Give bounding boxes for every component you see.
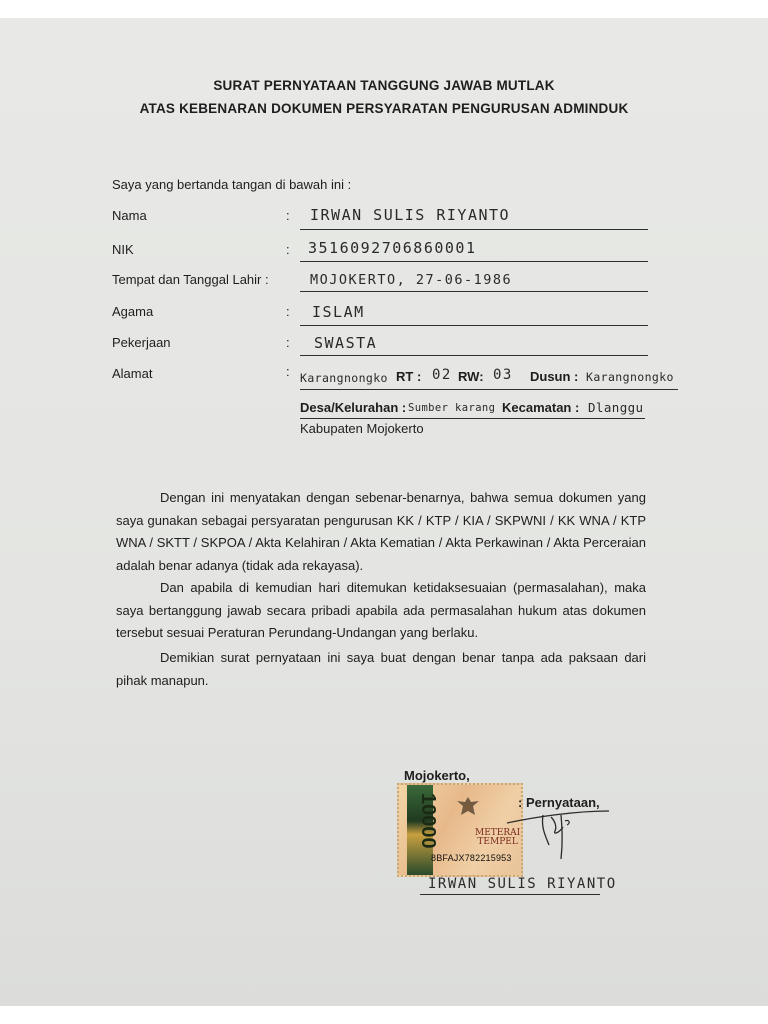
value-dusun: Karangnongko: [586, 370, 674, 384]
stamp-serial: 8BFAJX782215953: [431, 853, 512, 863]
underline-signature-name: [420, 894, 600, 895]
value-desa: Sumber karang: [408, 402, 496, 414]
document-title-line-1: SURAT PERNYATAAN TANGGUNG JAWAB MUTLAK: [213, 78, 555, 93]
underline-pekerjaan: [300, 355, 648, 356]
value-kecamatan: Dlanggu: [588, 400, 644, 415]
colon-nik: :: [286, 242, 290, 257]
colon-nama: :: [286, 208, 290, 223]
label-agama: Agama: [112, 304, 154, 319]
value-nik: 3516092706860001: [308, 239, 477, 257]
signature-place: Mojokerto,: [404, 768, 470, 783]
underline-desa: [300, 418, 645, 419]
label-rt: RT :: [396, 369, 422, 384]
value-rt: 02: [432, 367, 452, 383]
value-ttl: MOJOKERTO, 27-06-1986: [310, 272, 513, 288]
document-title-line-2: ATAS KEBENARAN DOKUMEN PERSYARATAN PENGURUSAN ADMINDUK: [139, 101, 629, 116]
signature-role: : Pernyataan,: [518, 795, 600, 810]
value-alamat-desa-handwritten: Karangnongko: [300, 371, 388, 385]
value-nama: IRWAN SULIS RIYANTO: [310, 206, 511, 224]
label-alamat: Alamat: [112, 366, 153, 381]
underline-nama: [300, 229, 648, 230]
label-nama: Nama: [112, 208, 147, 223]
signature-name: IRWAN SULIS RIYANTO: [428, 876, 617, 892]
colon-alamat: :: [286, 364, 290, 379]
underline-alamat: [300, 389, 678, 390]
label-rw: RW:: [458, 369, 484, 384]
label-pekerjaan: Pekerjaan: [112, 335, 171, 350]
label-dusun: Dusun :: [530, 369, 579, 384]
handwritten-signature-icon: [505, 805, 615, 865]
underline-ttl: [300, 291, 648, 292]
stamp-label-line-1: METERAI: [475, 828, 521, 838]
value-pekerjaan: SWASTA: [314, 334, 378, 352]
label-desa: Desa/Kelurahan :: [300, 400, 407, 415]
garuda-emblem-icon: [453, 793, 483, 823]
colon-agama: :: [286, 304, 290, 319]
underline-nik: [300, 261, 648, 262]
stamp-label-line-2: TEMPEL: [477, 837, 518, 847]
label-nik: NIK: [112, 242, 134, 257]
intro-text: Saya yang bertanda tangan di bawah ini :: [112, 177, 352, 192]
body-paragraph-2: Dan apabila di kemudian hari ditemukan ketidaksesuaian (permasalahan), maka saya bertanggung jawab secara pribadi apabila ada permasalahan hukum atas dokumen tersebut sesuai Peraturan Perundang-Undangan yang berlaku.: [116, 580, 646, 640]
label-ttl: Tempat dan Tanggal Lahir :: [112, 272, 269, 287]
value-rw: 03: [493, 367, 513, 383]
value-agama: ISLAM: [312, 303, 365, 321]
body-paragraph-1: Dengan ini menyatakan dengan sebenar-benarnya, bahwa semua dokumen yang saya gunakan sebagai persyaratan pengurusan KK / KTP / KIA / SKPWNI / KK WNA / KTP WNA / SKTT / SKPOA / Akta Kelahiran / Akta Kematian / Akta Perkawinan / Akta Perceraian adalah benar adanya (tidak ada rekayasa).: [116, 490, 646, 573]
stamp-value: 10000: [417, 793, 439, 849]
underline-agama: [300, 325, 648, 326]
body-paragraph-3: Demikian surat pernyataan ini saya buat dengan benar tanpa ada paksaan dari pihak manapun.: [116, 650, 646, 688]
colon-pekerjaan: :: [286, 335, 290, 350]
kabupaten-text: Kabupaten Mojokerto: [300, 421, 424, 436]
label-kecamatan: Kecamatan :: [502, 400, 580, 415]
